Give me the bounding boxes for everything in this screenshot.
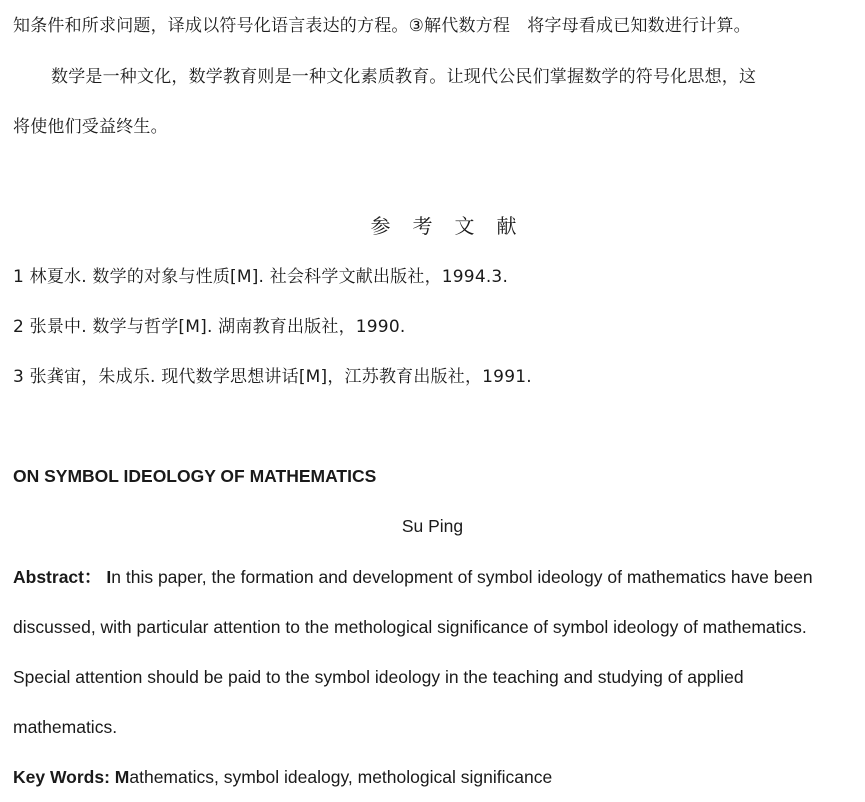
author-name: Su Ping <box>401 516 464 536</box>
abstract-line-2: discussed, with particular attention to the methological significance of symbol ideology of mathematics. <box>13 617 807 637</box>
chinese-paragraph-line-1: 知条件和所求问题，译成以符号化语言表达的方程。③解代数方程 将字母看成已知数进行计算。 <box>13 16 751 36</box>
keywords-first-letter: M <box>114 767 130 787</box>
abstract-line-1 <box>13 566 813 588</box>
reference-item-2: 2 张景中. 数学与哲学[M]. 湖南教育出版社，1990. <box>13 317 406 337</box>
abstract-text-line-1: n this paper, the formation and development of symbol ideology of mathematics have been <box>111 567 813 587</box>
abstract-first-letter: I <box>106 567 112 587</box>
chinese-paragraph-line-3: 将使他们受益终生。 <box>13 117 168 137</box>
keywords-line <box>13 766 552 788</box>
abstract-line-3: Special attention should be paid to the symbol ideology in the teaching and studying of applied <box>13 667 744 687</box>
keywords-label: Key Words: <box>13 767 110 787</box>
reference-item-3: 3 张龚宙，朱成乐. 现代数学思想讲话[M]，江苏教育出版社，1991. <box>13 367 532 387</box>
keywords-text: athematics, symbol idealogy, methological significance <box>129 767 553 787</box>
reference-item-1: 1 林夏水. 数学的对象与性质[M]. 社会科学文献出版社，1994.3. <box>13 267 509 287</box>
english-title: ON SYMBOL IDEOLOGY OF MATHEMATICS <box>13 466 377 486</box>
chinese-paragraph-line-2: 数学是一种文化，数学教育则是一种文化素质教育。让现代公民们掌握数学的符号化思想，这 <box>51 67 757 87</box>
references-heading: 参考文献 <box>370 214 539 238</box>
abstract-label: Abstract： <box>13 567 102 587</box>
abstract-line-4: mathematics. <box>13 717 118 737</box>
